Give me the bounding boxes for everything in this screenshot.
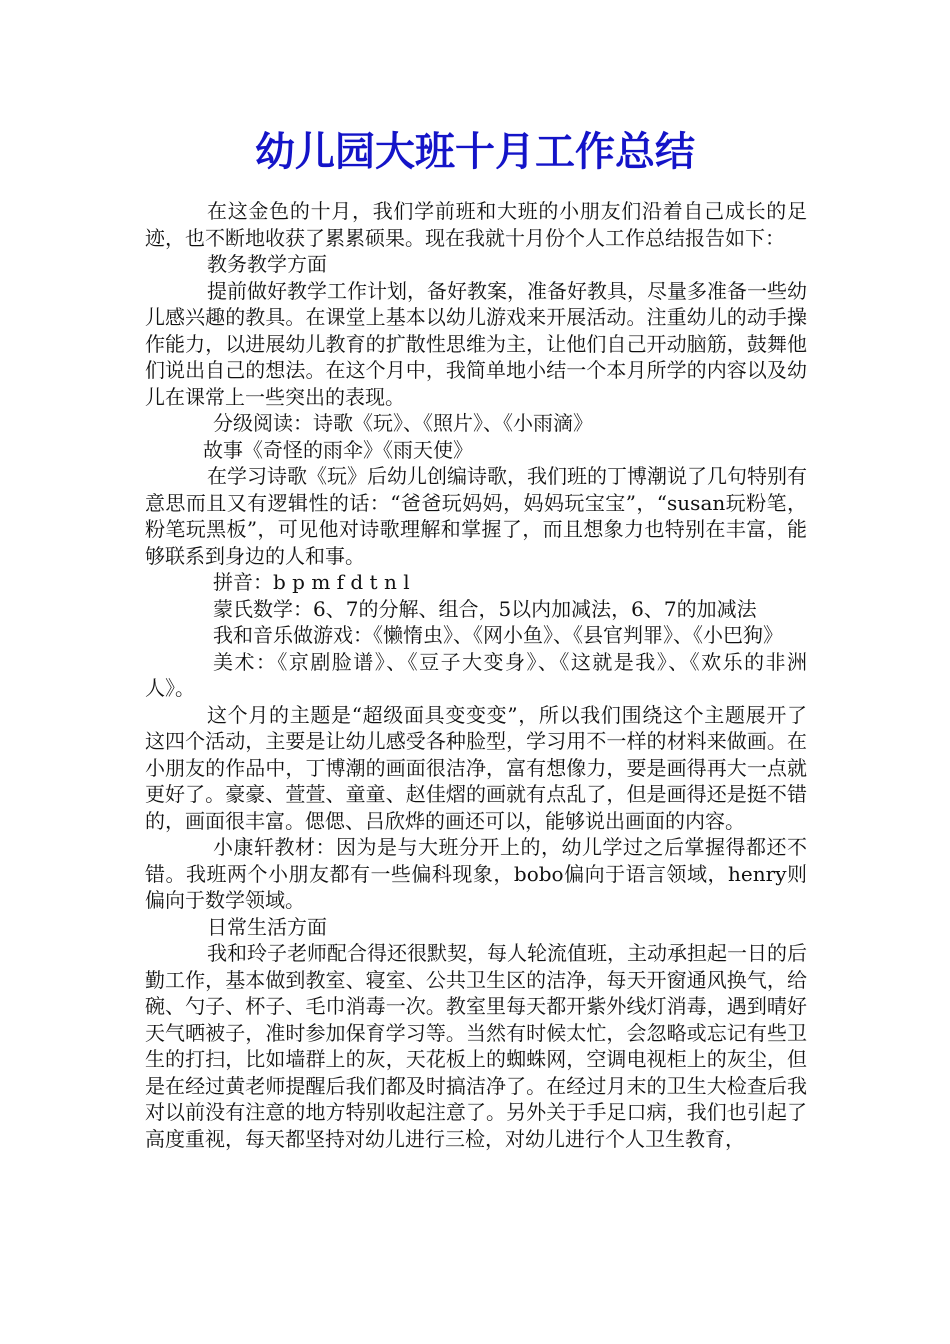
paragraph-teaching-plan: 提前做好教学工作计划，备好教案，准备好教具，尽量多准备一些幼儿感兴趣的教具。在课堂上基本以幼儿游戏来开展活动。注重幼儿的动手操作能力，以进展幼儿教育的扩散性思维为主，让他们自己开动脑筋，鼓舞他们说出自己的想法。在这个月中，我简单地小结一个本月所学的内容以及幼儿在课常上一些突出的表现。 (145, 278, 807, 409)
paragraph-pinyin: 拼音：b p m f d t n l (213, 570, 410, 594)
paragraph-graded-reading: 分级阅读：诗歌《玩》、《照片》、《小雨滴》 (213, 411, 593, 435)
paragraph-daily-care: 我和玲子老师配合得还很默契，每人轮流值班，主动承担起一日的后勤工作，基本做到教室、寝室、公共卫生区的洁净，每天开窗通风换气，给碗、勺子、杯子、毛巾消毒一次。教室里每天都开紫外线灯消毒，遇到晴好天气晒被子，准时参加保育学习等。当然有时候太忙，会忽略或忘记有些卫生的打扫，比如墙群上的灰，天花板上的蜘蛛网，空调电视柜上的灰尘，但是在经过黄老师提醒后我们都及时搞洁净了。在经过月末的卫生大检查后我对以前没有注意的地方特别收起注意了。另外关于手足口病，我们也引起了高度重视，每天都坚持对幼儿进行三检，对幼儿进行个人卫生教育， (145, 941, 807, 1151)
document-title: 幼儿园大班十月工作总结 (255, 128, 695, 175)
paragraph-art: 美术：《京剧脸谱》、《豆子大变身》、《这就是我》、《欢乐的非洲人》。 (145, 649, 807, 700)
paragraph-stories: 故事《奇怪的雨伞》《雨天使》 (203, 437, 473, 462)
section-heading-daily-life: 日常生活方面 (207, 914, 327, 939)
section-heading-teaching: 教务教学方面 (207, 252, 327, 276)
paragraph-kangxuan-materials: 小康轩教材：因为是与大班分开上的，幼儿学过之后掌握得都还不错。我班两个小朋友都有一些偏科现象，bobo偏向于语言领域，henry则偏向于数学领域。 (145, 835, 807, 912)
paragraph-poem-creation: 在学习诗歌《玩》后幼儿创编诗歌，我们班的丁博潮说了几句特别有意思而且又有逻辑性的话：“爸爸玩妈妈，妈妈玩宝宝”，“susan玩粉笔，粉笔玩黑板”，可见他对诗歌理解和掌握了，而且想象力也特别在丰富，能够联系到身边的人和事。 (145, 464, 807, 568)
document-body (145, 198, 807, 1152)
paragraph-music-games: 我和音乐做游戏：《懒惰虫》、《网小鱼》、《县官判罪》、《小巴狗》 (213, 623, 783, 647)
paragraph-monthly-theme: 这个月的主题是“超级面具变变变”，所以我们围绕这个主题展开了这四个活动，主要是让幼儿感受各种脸型，学习用不一样的材料来做画。在小朋友的作品中，丁博潮的画面很洁净，富有想像力，要是画得再大一点就更好了。豪豪、萱萱、童童、赵佳熠的画就有点乱了，但是画得还是挺不错的，画面很丰富。偲偲、吕欣烨的画还可以，能够说出画面的内容。 (145, 702, 807, 833)
paragraph-montessori-math: 蒙氏数学：6、7的分解、组合，5以内加减法，6、7的加减法 (213, 596, 757, 621)
paragraph-intro: 在这金色的十月，我们学前班和大班的小朋友们沿着自己成长的足迹，也不断地收获了累累硕果。现在我就十月份个人工作总结报告如下： (145, 199, 807, 250)
